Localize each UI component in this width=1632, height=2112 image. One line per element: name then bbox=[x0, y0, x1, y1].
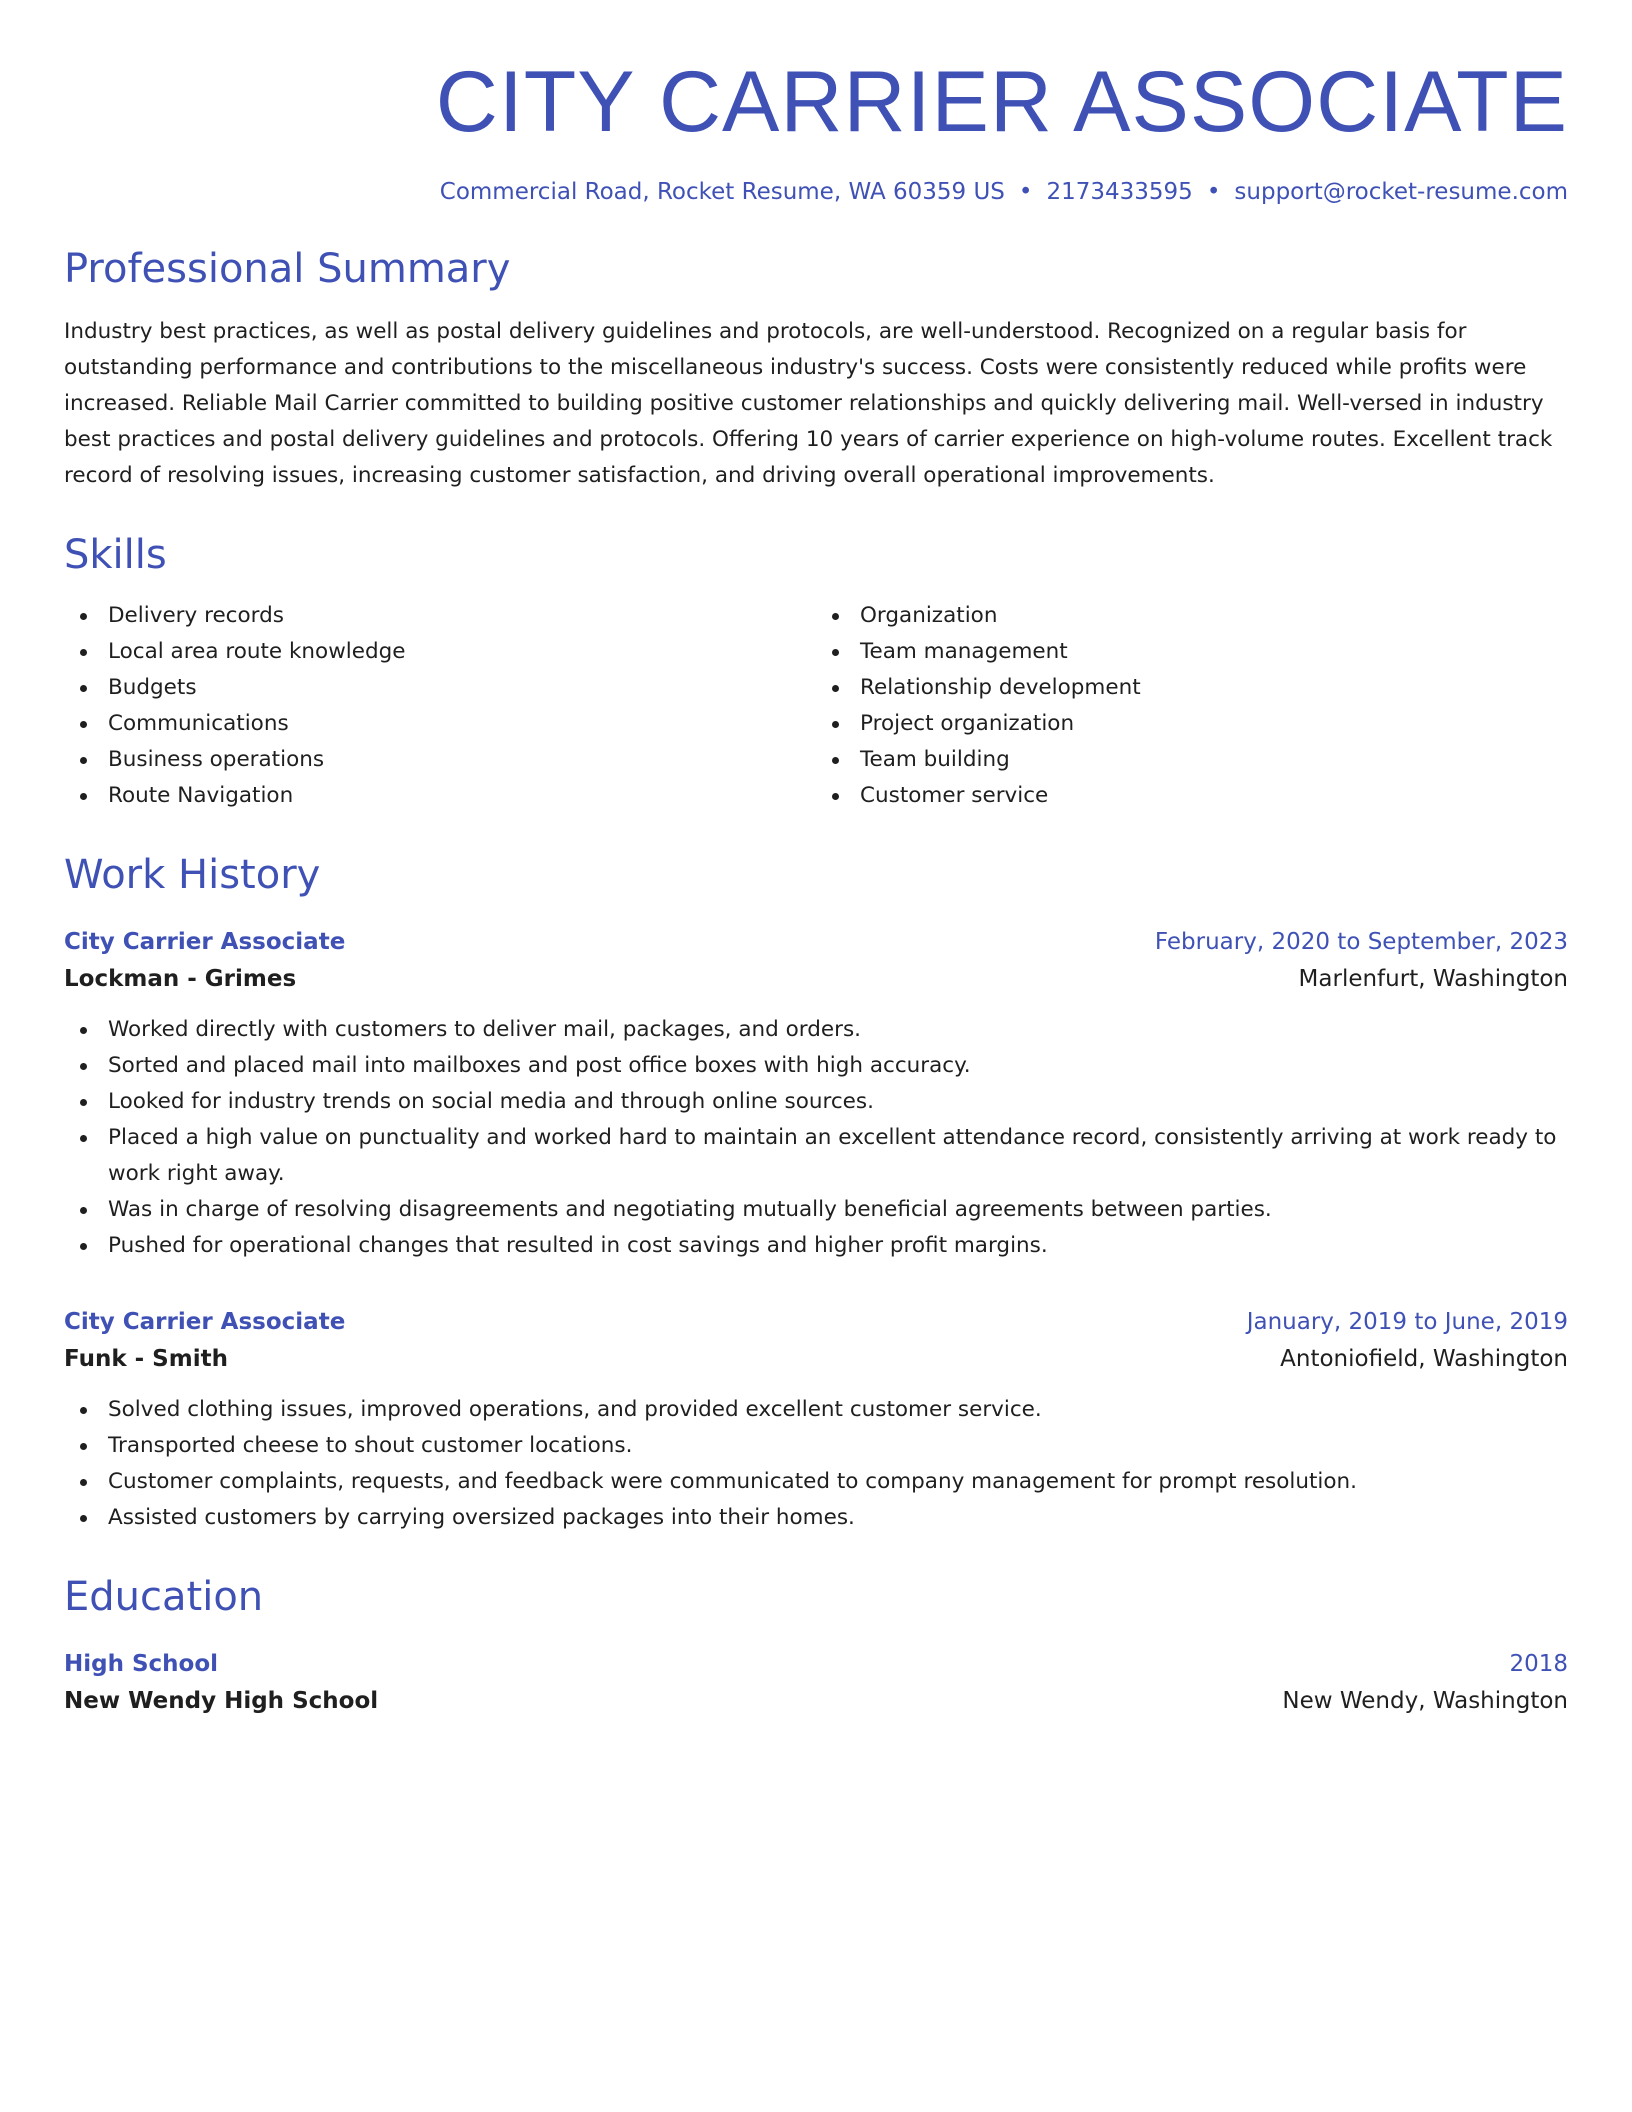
contact-email[interactable]: support@rocket-resume.com bbox=[1234, 179, 1568, 205]
skill-item: Customer service bbox=[816, 778, 1568, 814]
job-bullet: Worked directly with customers to deliver mail, packages, and orders. bbox=[64, 1012, 1568, 1048]
job-dates: January, 2019 to June, 2019 bbox=[1246, 1309, 1568, 1335]
job-bullet: Solved clothing issues, improved operations, and provided excellent customer service. bbox=[64, 1392, 1568, 1428]
skill-item: Communications bbox=[64, 706, 816, 742]
job-entry bbox=[64, 1304, 1568, 1536]
skills-list bbox=[64, 598, 1568, 814]
job-bullet: Was in charge of resolving disagreements and negotiating mutually beneficial agreements between parties. bbox=[64, 1192, 1568, 1228]
summary-text: Industry best practices, as well as postal delivery guidelines and protocols, are well-understood. Recognized on a regular basis for outstanding performance and contributions to the miscellaneous industry's success. Costs were consistently reduced while profits were increased. Reliable Mail Carrier committed to building positive customer relationships and quickly delivering mail. Well-versed in industry best practices and postal delivery guidelines and protocols. Offering 10 years of carrier experience on high-volume routes. Excellent track record of resolving issues, increasing customer satisfaction, and driving overall operational improvements. bbox=[64, 319, 1553, 488]
contact-separator: • bbox=[1206, 179, 1221, 205]
education-school: New Wendy High School bbox=[64, 1688, 379, 1714]
skills-heading: Skills bbox=[64, 532, 167, 578]
skill-item: Project organization bbox=[816, 706, 1568, 742]
work-history-heading: Work History bbox=[64, 852, 321, 898]
candidate-name: CITY CARRIER ASSOCIATE bbox=[435, 54, 1568, 150]
job-bullet: Customer complaints, requests, and feedback were communicated to company management for prompt resolution. bbox=[64, 1464, 1568, 1500]
contact-address: Commercial Road, Rocket Resume, WA 60359 US bbox=[439, 179, 1005, 205]
education-location: New Wendy, Washington bbox=[1282, 1688, 1568, 1714]
job-bullet: Transported cheese to shout customer locations. bbox=[64, 1428, 1568, 1464]
job-entry bbox=[64, 924, 1568, 1264]
job-bullet: Looked for industry trends on social media and through online sources. bbox=[64, 1084, 1568, 1120]
skill-item: Relationship development bbox=[816, 670, 1568, 706]
skill-item: Team building bbox=[816, 742, 1568, 778]
job-bullet: Assisted customers by carrying oversized packages into their homes. bbox=[64, 1500, 1568, 1536]
education-degree: High School bbox=[64, 1651, 219, 1677]
education-entry bbox=[64, 1646, 1568, 1720]
job-bullet: Pushed for operational changes that resulted in cost savings and higher profit margins. bbox=[64, 1228, 1568, 1264]
job-location: Marlenfurt, Washington bbox=[1298, 966, 1568, 992]
skill-item: Delivery records bbox=[64, 598, 816, 634]
skill-item: Local area route knowledge bbox=[64, 634, 816, 670]
education-heading: Education bbox=[64, 1574, 264, 1620]
job-dates: February, 2020 to September, 2023 bbox=[1154, 929, 1568, 955]
job-bullet: Sorted and placed mail into mailboxes and post office boxes with high accuracy. bbox=[64, 1048, 1568, 1084]
job-location: Antoniofield, Washington bbox=[1280, 1346, 1568, 1372]
skills-column-right bbox=[816, 598, 1568, 814]
job-title: City Carrier Associate bbox=[64, 1309, 346, 1335]
skills-column-left bbox=[64, 598, 816, 814]
job-bullets bbox=[64, 1392, 1568, 1536]
job-bullet: Placed a high value on punctuality and worked hard to maintain an excellent attendance record, consistently arriving at work ready to work right away. bbox=[64, 1120, 1568, 1192]
skill-item: Business operations bbox=[64, 742, 816, 778]
skill-item: Route Navigation bbox=[64, 778, 816, 814]
job-title: City Carrier Associate bbox=[64, 929, 346, 955]
contact-separator: • bbox=[1018, 179, 1033, 205]
job-bullets bbox=[64, 1012, 1568, 1264]
job-company: Lockman - Grimes bbox=[64, 966, 297, 992]
contact-phone: 2173433595 bbox=[1046, 179, 1193, 205]
skill-item: Budgets bbox=[64, 670, 816, 706]
education-year: 2018 bbox=[1509, 1651, 1568, 1677]
job-company: Funk - Smith bbox=[64, 1346, 228, 1372]
skill-item: Organization bbox=[816, 598, 1568, 634]
skill-item: Team management bbox=[816, 634, 1568, 670]
summary-heading: Professional Summary bbox=[64, 246, 511, 292]
contact-line bbox=[64, 176, 1568, 208]
